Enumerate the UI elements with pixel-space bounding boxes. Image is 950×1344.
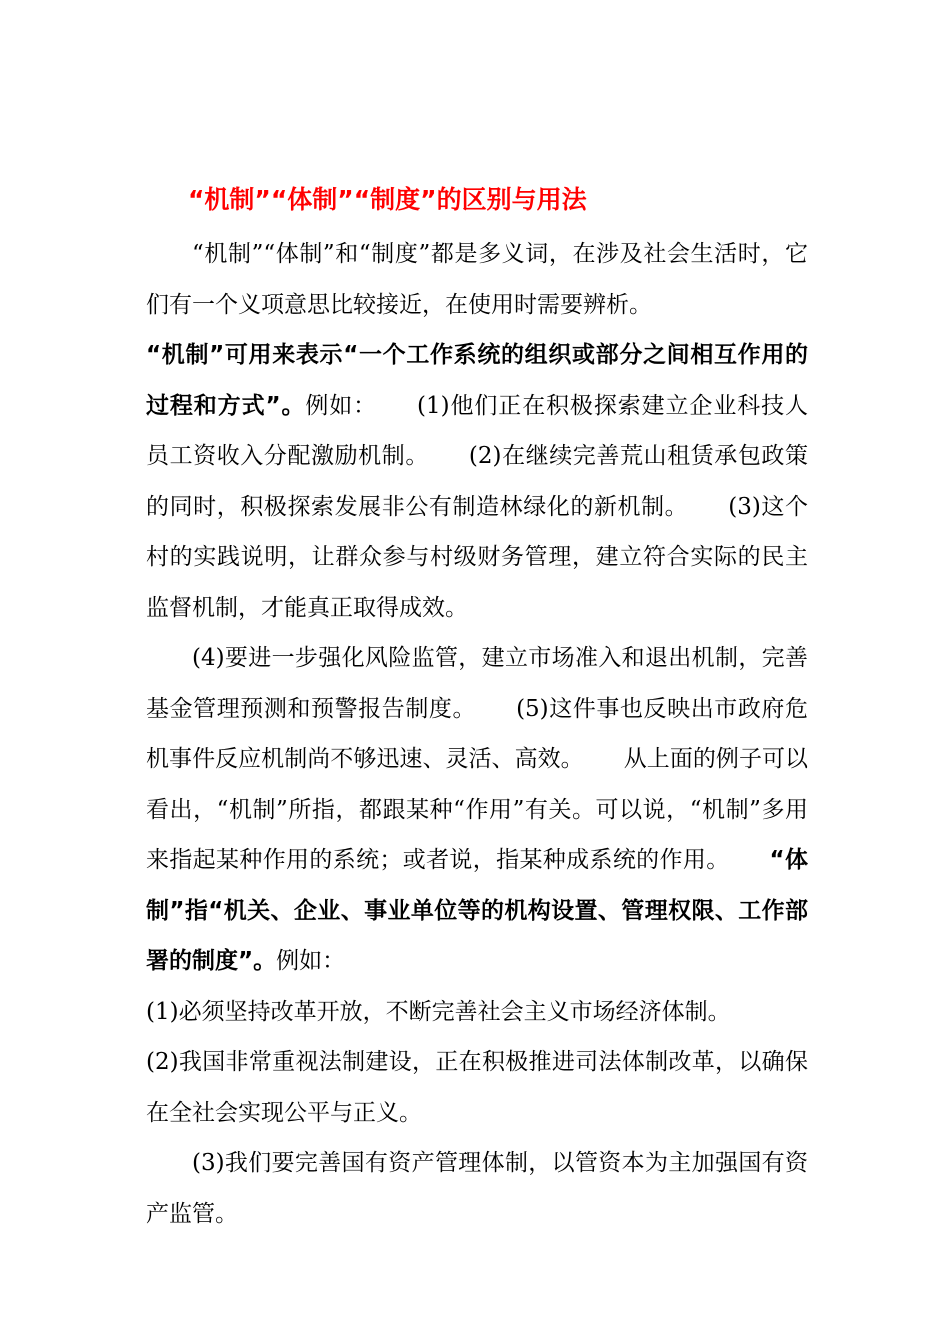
example-jizhi-3: (3)这个村的实践说明，让群众参与村级财务管理，建立符合实际的民主监督机制，才能真正取得成效。	[146, 493, 808, 621]
document-title: “机制”“体制”“制度”的区别与用法	[188, 185, 587, 214]
paragraph-jizhi-cont	[146, 633, 808, 987]
paragraph-tizhi-1	[146, 987, 808, 1038]
paragraph-tizhi-2	[146, 1037, 808, 1138]
definition-jizhi: “机制”可用来表示“一个工作系统的组织或部分之间相互作用的过程和方式”。	[146, 342, 808, 419]
example-tizhi-3: (3)我们要完善国有资产管理体制，以管资本为主加强国有资产监管。	[146, 1150, 808, 1227]
paragraph-tizhi-3	[146, 1138, 808, 1239]
definition-tizhi: “体制”指“机关、企业、事业单位等的机构设置、管理权限、工作部署的制度”。	[146, 847, 809, 974]
summary-jizhi: 从上面的例子可以看出，“机制”所指，都跟某种“作用”有关。可以说，“机制”多用来指起某种作用的系统；或者说，指某种成系统的作用。	[146, 746, 809, 873]
example-jizhi-4: (4)要进一步强化风险监管，建立市场准入和退出机制，完善基金管理预测和预警报告制度。	[146, 645, 808, 722]
example-lead-jizhi: 例如：	[305, 392, 378, 419]
example-jizhi-5: (5)这件事也反映出市政府危机事件反应机制尚不够迅速、灵活、高效。	[146, 695, 808, 772]
paragraph-jizhi	[146, 330, 808, 633]
example-tizhi-1: (1)必须坚持改革开放，不断完善社会主义市场经济体制。	[146, 998, 731, 1025]
example-lead-tizhi: 例如：	[276, 948, 346, 974]
example-jizhi-1: (1)他们正在积极探索建立企业科技人员工资收入分配激励机制。	[146, 392, 808, 469]
paragraph-intro-text: “机制”“体制”和“制度”都是多义词，在涉及社会生活时，它们有一个义项意思比较接近，在使用时需要辨析。	[146, 241, 808, 318]
example-tizhi-2: (2)我国非常重视法制建设，正在积极推进司法体制改革，以确保在全社会实现公平与正义。	[146, 1049, 808, 1126]
paragraph-intro	[146, 229, 808, 330]
example-jizhi-2: (2)在继续完善荒山租赁承包政策的同时，积极探索发展非公有制造林绿化的新机制。	[146, 443, 808, 520]
document-body	[146, 229, 808, 1239]
